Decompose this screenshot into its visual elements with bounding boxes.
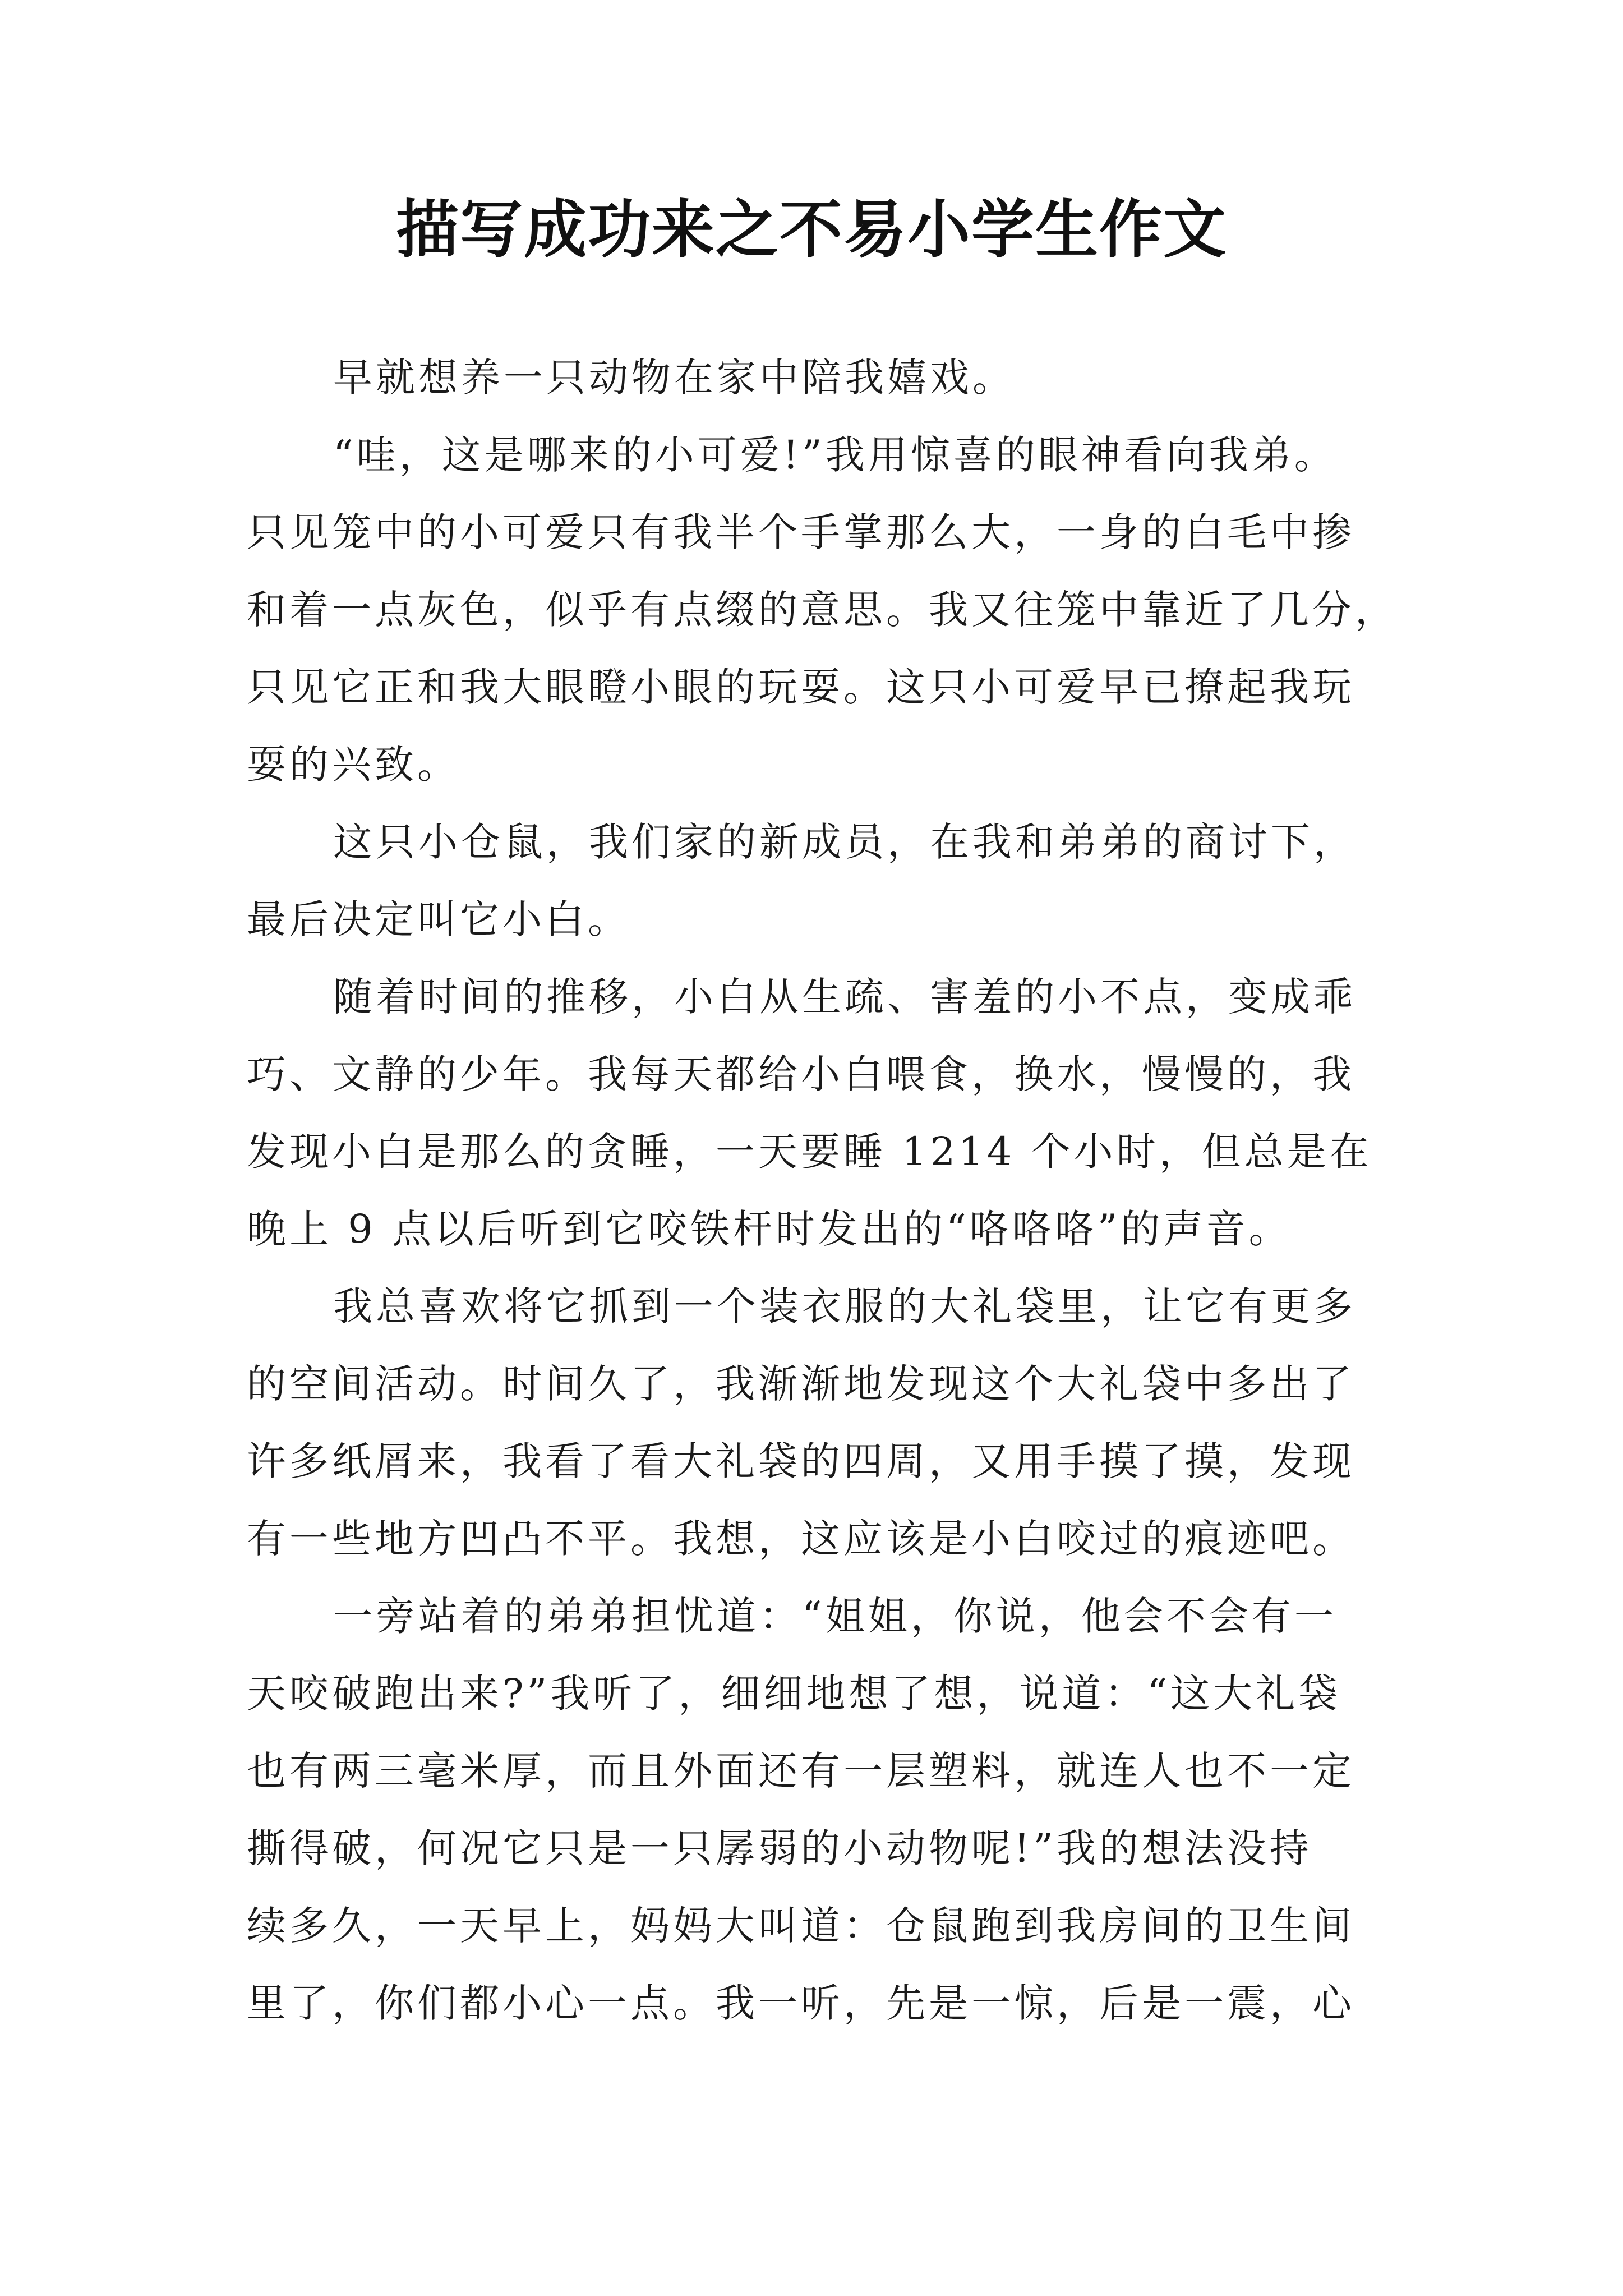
text-line: 最后决定叫它小白。 (247, 896, 630, 942)
text-line: 我总喜欢将它抓到一个装衣服的大礼袋里，让它有更多 (333, 1283, 1356, 1329)
text-line: 也有两三毫米厚，而且外面还有一层塑料，就连人也不一定 (247, 1748, 1355, 1794)
text-line: 发现小白是那么的贪睡，一天要睡 1214 个小时，但总是在 (247, 1129, 1372, 1175)
text-line: 续多久，一天早上，妈妈大叫道：仓鼠跑到我房间的卫生间 (247, 1903, 1355, 1949)
text-line: 一旁站着的弟弟担忧道：“姐姐，你说，他会不会有一 (333, 1593, 1337, 1639)
document-title: 描写成功来之不易小学生作文 (396, 193, 1227, 266)
text-line: 许多纸屑来，我看了看大礼袋的四周，又用手摸了摸，发现 (247, 1438, 1355, 1484)
text-line: 耍的兴致。 (247, 742, 460, 788)
text-line: 随着时间的推移，小白从生疏、害羞的小不点，变成乖 (333, 974, 1356, 1020)
text-line: 只见笼中的小可爱只有我半个手掌那么大，一身的白毛中掺 (247, 509, 1355, 555)
text-line: 撕得破，何况它只是一只孱弱的小动物呢!”我的想法没持 (247, 1825, 1312, 1871)
document-body (247, 339, 1398, 2042)
text-line: 有一些地方凹凸不平。我想，这应该是小白咬过的痕迹吧。 (247, 1516, 1355, 1562)
text-line: 早就想养一只动物在家中陪我嬉戏。 (333, 355, 1015, 401)
text-line: 只见它正和我大眼瞪小眼的玩耍。这只小可爱早已撩起我玩 (247, 664, 1355, 710)
text-line: 和着一点灰色，似乎有点缀的意思。我又往笼中靠近了几分， (247, 587, 1398, 633)
text-line: 天咬破跑出来?”我听了，细细地想了想，说道：“这大礼袋 (247, 1671, 1341, 1717)
text-line: 晚上 9 点以后听到它咬铁杆时发出的“咯咯咯”的声音。 (247, 1206, 1292, 1252)
text-line: 这只小仓鼠，我们家的新成员，在我和弟弟的商讨下， (333, 819, 1356, 865)
text-line: 的空间活动。时间久了，我渐渐地发现这个大礼袋中多出了 (247, 1361, 1355, 1407)
text-line: 巧、文静的少年。我每天都给小白喂食，换水，慢慢的，我 (247, 1051, 1355, 1097)
text-line: “哇，这是哪来的小可爱!”我用惊喜的眼神看向我弟。 (333, 432, 1337, 478)
text-line: 里了，你们都小心一点。我一听，先是一惊，后是一震，心 (247, 1980, 1355, 2026)
